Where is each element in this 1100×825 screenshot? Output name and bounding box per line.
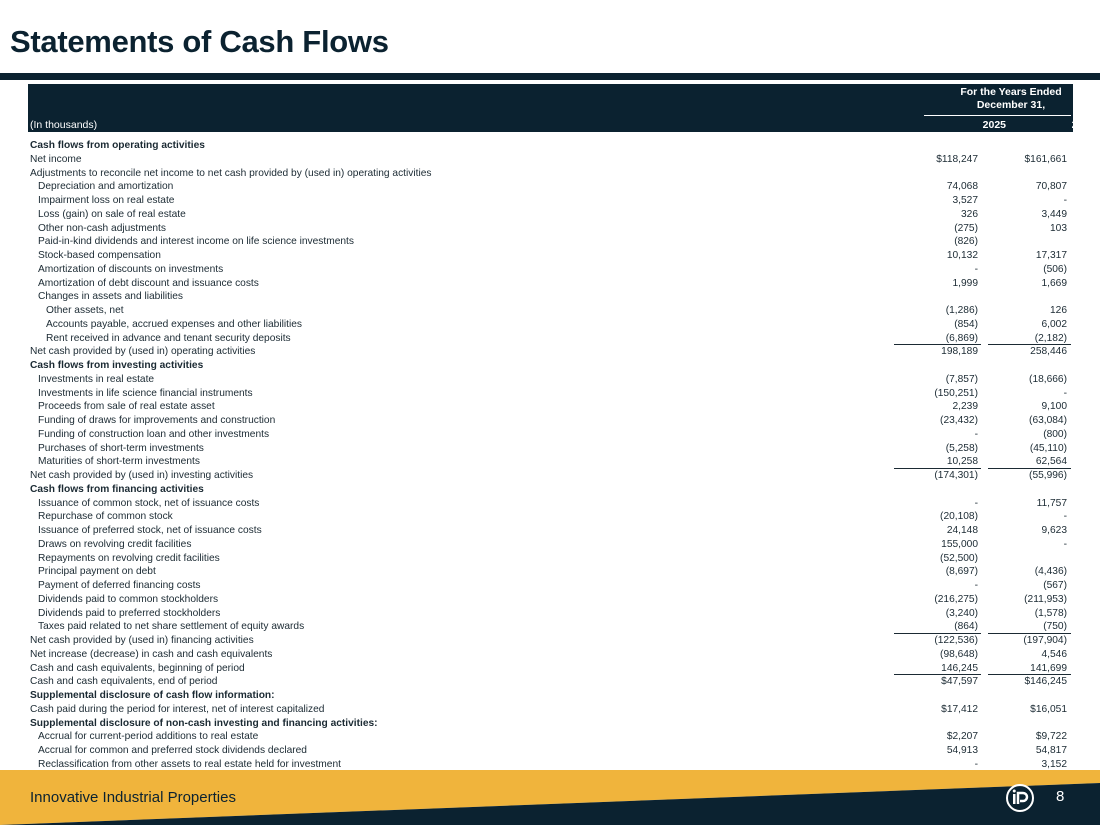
period-heading-rule (924, 115, 1071, 116)
table-row (28, 510, 1073, 524)
table-row (28, 689, 1073, 703)
value-2024: 1,669 (1041, 277, 1067, 289)
table-row (28, 579, 1073, 593)
value-2025: (150,251) (934, 387, 978, 399)
line-item-label: Cash paid during the period for interest, net of interest capitalized (30, 703, 325, 715)
line-item-label: Funding of draws for improvements and construction (38, 415, 276, 426)
value-2024: - (1063, 538, 1067, 550)
table-row (28, 414, 1073, 428)
value-2024: 17,317 (1035, 250, 1067, 261)
value-2025: 10,132 (946, 250, 978, 261)
table-row (28, 139, 1073, 153)
line-item-label: Taxes paid related to net share settlement of equity awards (38, 621, 305, 633)
table-row (28, 469, 1073, 483)
period-heading-line2: December 31, (976, 99, 1046, 111)
value-2025: (275) (954, 222, 978, 234)
line-item-label: Stock-based compensation (38, 250, 161, 261)
value-2025: $2,207 (946, 731, 978, 743)
value-2025: 155,000 (941, 538, 978, 550)
value-2024: $146,245 (1024, 676, 1067, 688)
value-2024: 141,699 (1030, 662, 1067, 674)
line-item-label: Accrual for common and preferred stock dividends declared (38, 745, 307, 756)
line-item-label: Purchases of short-term investments (38, 442, 204, 454)
value-2025: - (974, 758, 978, 770)
line-item-label: Payment of deferred financing costs (38, 580, 201, 591)
table-row (28, 730, 1073, 744)
line-item-label: Maturities of short-term investments (38, 456, 200, 468)
table-row (28, 359, 1073, 373)
table-row (28, 552, 1073, 566)
value-2025: (174,301) (934, 470, 978, 481)
value-2025: 10,258 (946, 456, 978, 468)
value-2025: (854) (954, 318, 978, 330)
table-row (28, 290, 1073, 304)
line-item-label: Accounts payable, accrued expenses and other liabilities (46, 318, 302, 330)
value-2024: (2,182) (1034, 332, 1067, 344)
line-item-label: Dividends paid to preferred stockholders (38, 607, 221, 619)
table-row (28, 497, 1073, 511)
section-heading: Supplemental disclosure of non-cash investing and financing activities: (30, 717, 378, 729)
line-item-label: Rent received in advance and tenant security deposits (46, 332, 291, 344)
value-2025: 24,148 (946, 525, 978, 536)
value-2024: 62,564 (1035, 456, 1067, 468)
table-row (28, 263, 1073, 277)
section-heading: Cash flows from investing activities (30, 360, 204, 371)
table-row (28, 249, 1073, 263)
value-2024: (750) (1043, 621, 1067, 633)
value-2025: (52,500) (940, 552, 978, 564)
value-2024: (55,996) (1029, 470, 1067, 481)
section-heading: Cash flows from financing activities (30, 483, 204, 495)
table-row (28, 483, 1073, 497)
value-2024: 54,817 (1035, 745, 1067, 756)
value-2025: (7,857) (945, 373, 978, 385)
value-2025: $118,247 (936, 153, 978, 165)
table-row (28, 565, 1073, 579)
iip-logo-icon (1005, 783, 1035, 813)
value-2025: (864) (954, 621, 978, 633)
value-2025: 146,245 (941, 662, 978, 674)
value-2025: 326 (961, 208, 978, 220)
line-item-label: Repurchase of common stock (38, 511, 173, 523)
line-item-label: Funding of construction loan and other investments (38, 428, 270, 440)
line-item-label: Draws on revolving credit facilities (38, 538, 192, 550)
line-item-label: Amortization of discounts on investments (38, 263, 224, 275)
line-item-label: Net income (30, 153, 82, 165)
line-item-label: Impairment loss on real estate (38, 195, 175, 206)
line-item-label: Other non-cash adjustments (38, 222, 166, 234)
table-row (28, 194, 1073, 208)
value-2024: - (1063, 387, 1067, 399)
table-row (28, 235, 1073, 249)
title-divider (0, 73, 1100, 80)
line-item-label: Issuance of common stock, net of issuance costs (38, 497, 260, 509)
value-2025: (98,648) (940, 648, 978, 660)
page-title: Statements of Cash Flows (10, 24, 389, 59)
table-row (28, 167, 1073, 181)
table-row (28, 222, 1073, 236)
line-item-label: Investments in real estate (38, 373, 155, 385)
line-item-label: Net cash provided by (used in) operating activities (30, 346, 256, 358)
table-row (28, 180, 1073, 194)
value-2024: 9,100 (1041, 401, 1067, 413)
value-2024: 11,757 (1036, 497, 1067, 509)
value-2024: (211,953) (1024, 593, 1067, 605)
table-row (28, 153, 1073, 167)
value-2024: 103 (1050, 222, 1067, 234)
line-item-label: Issuance of preferred stock, net of issuance costs (38, 525, 262, 536)
table-row (28, 332, 1073, 346)
value-2024: 126 (1050, 305, 1067, 316)
table-row (28, 455, 1073, 469)
year-2025-header: 2025 (982, 119, 1006, 131)
value-2024: (506) (1043, 263, 1067, 275)
line-item-label: Loss (gain) on sale of real estate (38, 208, 186, 220)
line-item-label: Changes in assets and liabilities (38, 291, 183, 303)
value-2025: $17,412 (941, 703, 978, 715)
value-2024: (63,084) (1029, 415, 1067, 426)
line-item-label: Amortization of debt discount and issuance costs (38, 277, 259, 289)
value-2025: (6,869) (945, 332, 978, 344)
table-row (28, 675, 1073, 689)
value-2024: (567) (1043, 580, 1067, 591)
line-item-label: Adjustments to reconcile net income to net cash provided by (used in) operating activities (30, 167, 432, 179)
value-2024: (18,666) (1029, 373, 1067, 385)
table-row (28, 345, 1073, 359)
line-item-label: Investments in life science financial instruments (38, 387, 253, 399)
value-2025: (1,286) (945, 305, 978, 316)
value-2025: 54,913 (946, 745, 978, 756)
line-item-label: Net cash provided by (used in) investing activities (30, 470, 254, 481)
line-item-label: Principal payment on debt (38, 566, 156, 578)
value-2025: (826) (954, 236, 978, 248)
line-item-label: Reclassification from other assets to real estate held for investment (38, 758, 341, 770)
table-row (28, 318, 1073, 332)
period-heading (921, 86, 1100, 112)
table-row (28, 634, 1073, 648)
period-heading-line1: For the Years Ended (960, 86, 1062, 98)
table-row (28, 277, 1073, 291)
value-2024: (197,904) (1023, 635, 1067, 646)
table-row (28, 744, 1073, 758)
value-2025: - (974, 263, 978, 275)
page-number: 8 (1056, 788, 1065, 805)
line-item-label: Paid-in-kind dividends and interest income on life science investments (38, 236, 354, 248)
cash-flow-table-body (28, 139, 1073, 772)
table-row (28, 442, 1073, 456)
line-item-label: Cash and cash equivalents, beginning of period (30, 662, 245, 674)
value-2025: 198,189 (941, 346, 978, 358)
value-2024: (4,436) (1034, 566, 1067, 578)
line-item-label: Repayments on revolving credit facilities (38, 552, 220, 564)
value-2025: (3,240) (945, 607, 978, 619)
value-2024: - (1063, 511, 1067, 523)
value-2025: (8,697) (945, 566, 978, 578)
table-row (28, 538, 1073, 552)
line-item-label: Dividends paid to common stockholders (38, 593, 219, 605)
value-2025: (20,108) (940, 511, 978, 523)
footer-company-name: Innovative Industrial Properties (30, 789, 236, 806)
value-2025: 2,239 (952, 401, 978, 413)
table-row (28, 662, 1073, 676)
value-2024: $16,051 (1030, 703, 1067, 715)
value-2024: (800) (1043, 428, 1067, 440)
line-item-label: Net increase (decrease) in cash and cash equivalents (30, 648, 273, 660)
table-row (28, 648, 1073, 662)
value-2024: 6,002 (1041, 318, 1067, 330)
table-row (28, 607, 1073, 621)
line-item-label: Other assets, net (46, 305, 124, 316)
units-label: (In thousands) (30, 119, 98, 131)
section-heading: Supplemental disclosure of cash flow information: (30, 690, 275, 701)
table-row (28, 620, 1073, 634)
year-2024-header: 2024 (1071, 119, 1095, 131)
table-row (28, 387, 1073, 401)
line-item-label: Net cash provided by (used in) financing activities (30, 635, 254, 646)
value-2025: $47,597 (941, 676, 978, 688)
section-heading: Cash flows from operating activities (30, 140, 205, 151)
value-2025: (216,275) (934, 593, 978, 605)
value-2024: 3,152 (1041, 758, 1067, 770)
line-item-label: Accrual for current-period additions to real estate (38, 731, 259, 743)
table-row (28, 428, 1073, 442)
value-2025: - (974, 428, 978, 440)
table-header (28, 84, 1095, 132)
value-2025: (122,536) (934, 635, 978, 646)
table-row (28, 400, 1073, 414)
value-2024: $161,661 (1024, 153, 1067, 165)
table-row (28, 524, 1073, 538)
value-2024: 258,446 (1030, 346, 1067, 358)
value-2025: - (974, 580, 978, 591)
value-2025: (23,432) (940, 415, 978, 426)
value-2024: - (1063, 195, 1067, 206)
line-item-label: Cash and cash equivalents, end of period (30, 676, 218, 688)
line-item-label: Proceeds from sale of real estate asset (38, 401, 215, 413)
value-2024: 3,449 (1041, 208, 1067, 220)
table-row (28, 208, 1073, 222)
value-2025: - (974, 497, 978, 509)
value-2025: 74,068 (946, 181, 978, 193)
value-2024: 70,807 (1035, 181, 1067, 193)
table-row (28, 717, 1073, 731)
table-row (28, 373, 1073, 387)
value-2024: (45,110) (1029, 442, 1067, 454)
value-2024: 9,623 (1041, 525, 1067, 536)
value-2025: 3,527 (952, 195, 978, 206)
value-2024: $9,722 (1035, 731, 1067, 743)
value-2024: 4,546 (1041, 648, 1067, 660)
table-row (28, 703, 1073, 717)
table-row (28, 304, 1073, 318)
value-2025: (5,258) (945, 442, 978, 454)
table-row (28, 593, 1073, 607)
value-2025: 1,999 (952, 277, 978, 289)
line-item-label: Depreciation and amortization (38, 181, 174, 193)
value-2024: (1,578) (1034, 607, 1067, 619)
